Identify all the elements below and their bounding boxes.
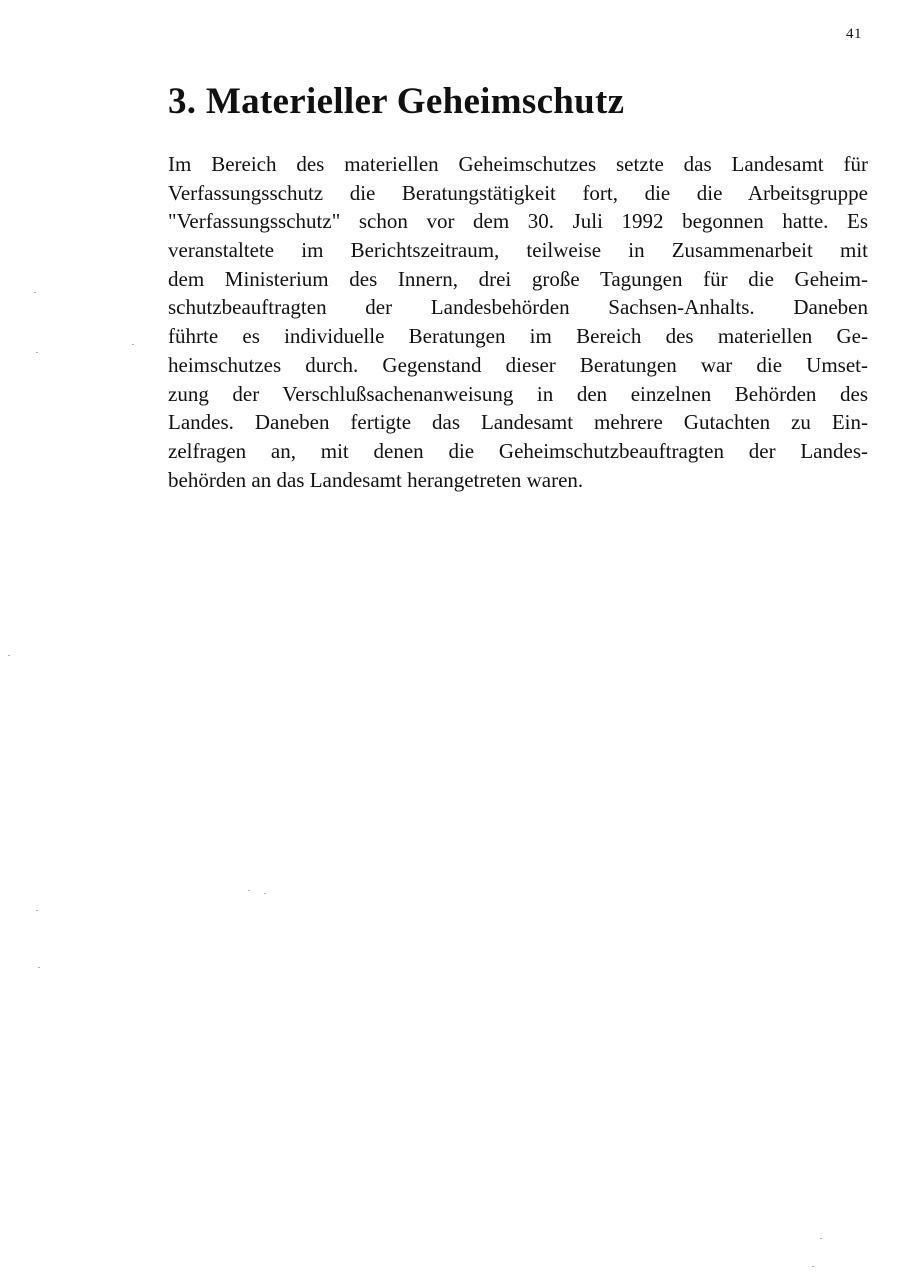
body-line-10: Landes. Daneben fertigte das Landesamt mehrere Gutachten zu Ein- xyxy=(168,410,868,435)
scan-speck xyxy=(812,1266,814,1267)
section-title: 3. Materieller Geheimschutz xyxy=(168,81,625,122)
body-line-6: schutzbeauftragten der Landesbehörden Sachsen-Anhalts. Daneben xyxy=(168,295,868,320)
scan-speck xyxy=(36,910,38,911)
body-line-8: heimschutzes durch. Gegenstand dieser Beratungen war die Umset- xyxy=(168,352,868,377)
body-line-7: führte es individuelle Beratungen im Bereich des materiellen Ge- xyxy=(168,324,868,349)
scan-speck xyxy=(132,344,134,345)
section-body xyxy=(168,150,868,494)
scan-speck xyxy=(820,1238,822,1239)
scan-speck xyxy=(38,967,40,968)
page-number: 41 xyxy=(846,26,862,42)
body-line-2: Verfassungsschutz die Beratungstätigkeit fort, die die Arbeitsgruppe xyxy=(168,180,868,205)
body-line-9: zung der Verschlußsachenanweisung in den einzelnen Behörden des xyxy=(168,381,868,406)
body-line-11: zelfragen an, mit denen die Geheimschutzbeauftragten der Landes- xyxy=(168,438,868,463)
scan-speck xyxy=(248,890,250,891)
scan-speck xyxy=(36,352,38,353)
body-line-1: Im Bereich des materiellen Geheimschutzes setzte das Landesamt für xyxy=(168,152,868,176)
scan-speck xyxy=(34,292,36,293)
body-line-4: veranstaltete im Berichtszeitraum, teilweise in Zusammenarbeit mit xyxy=(168,238,868,263)
scan-speck xyxy=(8,655,10,656)
body-line-3: "Verfassungsschutz" schon vor dem 30. Juli 1992 begonnen hatte. Es xyxy=(168,209,868,234)
scan-speck xyxy=(264,893,266,894)
body-line-5: dem Ministerium des Innern, drei große Tagungen für die Geheim- xyxy=(168,266,868,291)
body-line-12: behörden an das Landesamt herangetreten waren. xyxy=(168,467,584,492)
